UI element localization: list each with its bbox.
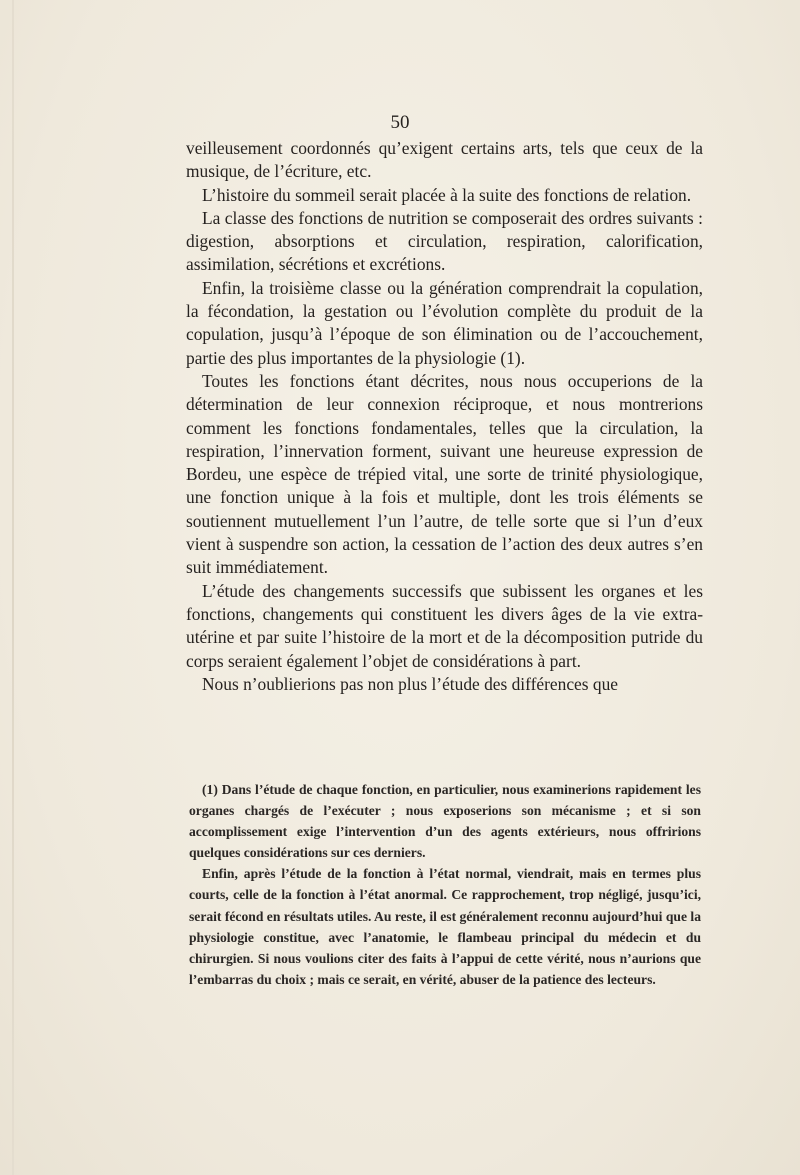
- paragraph: Toutes les fonctions étant décrites, nous nous occuperions de la détermination de leur connexion réciproque, et nous montrerions comment les fonctions fondamentales, telles que la circulation, la respiration, l’innervation forment, suivant une heureuse expression de Bordeu, une espèce de trépied vital, une sorte de trinité physiologique, une fonction unique à la fois et multiple, dont les trois éléments se soutiennent mutuellement l’un l’autre, de telle sorte que si l’un d’eux vient à suspendre son action, la cessation de l’action des deux autres s’en suit immédiatement.: [186, 370, 703, 578]
- page-fold: [12, 0, 14, 1175]
- paragraph: Nous n’oublierions pas non plus l’étude des différences que: [202, 673, 618, 694]
- paragraph: L’histoire du sommeil serait placée à la suite des fonctions de relation.: [202, 184, 692, 205]
- footnotes: [189, 779, 701, 990]
- footnote: Enfin, après l’étude de la fonction à l’état normal, viendrait, mais en termes plus courts, celle de la fonction à l’état anormal. Ce rapprochement, trop négligé, jusqu’ici, serait fécond en résultats utiles. Au reste, il est généralement reconnu aujourd’hui que la physiologie constitue, avec l’anatomie, le flambeau principal du médecin et du chirurgien. Si nous voulions citer des faits à l’appui de cette vérité, nous n’aurions que l’embarras du choix ; mais ce serait, en vérité, abuser de la patience des lecteurs.: [189, 866, 701, 987]
- footnote: (1) Dans l’étude de chaque fonction, en particulier, nous examinerions rapidement les organes chargés de l’exécuter ; nous exposerions son mécanisme ; et si son accomplissement exige l’intervention d’un des agents extérieurs, nous offririons quelques considérations sur ces derniers.: [189, 782, 701, 861]
- paragraph: La classe des fonctions de nutrition se composerait des ordres suivants : digestion, absorptions et circulation, respiration, calorification, assimilation, sécrétions et excrétions.: [186, 207, 703, 275]
- main-text: [186, 137, 703, 696]
- paragraph: Enfin, la troisième classe ou la génération comprendrait la copulation, la fécondation, la gestation ou l’évolution complète du produit de la copulation, jusqu’à l’époque de son élimination ou de l’accouchement, partie des plus importantes de la physiologie (1).: [186, 277, 703, 368]
- paragraph: L’étude des changements successifs que subissent les organes et les fonctions, changements qui constituent les divers âges de la vie extra-utérine et par suite l’histoire de la mort et de la décomposition putride du corps seraient également l’objet de considérations à part.: [186, 580, 703, 671]
- page-number: 50: [390, 112, 410, 133]
- paragraph: veilleusement coordonnés qu’exigent certains arts, tels que ceux de la musique, de l’écriture, etc.: [186, 138, 703, 182]
